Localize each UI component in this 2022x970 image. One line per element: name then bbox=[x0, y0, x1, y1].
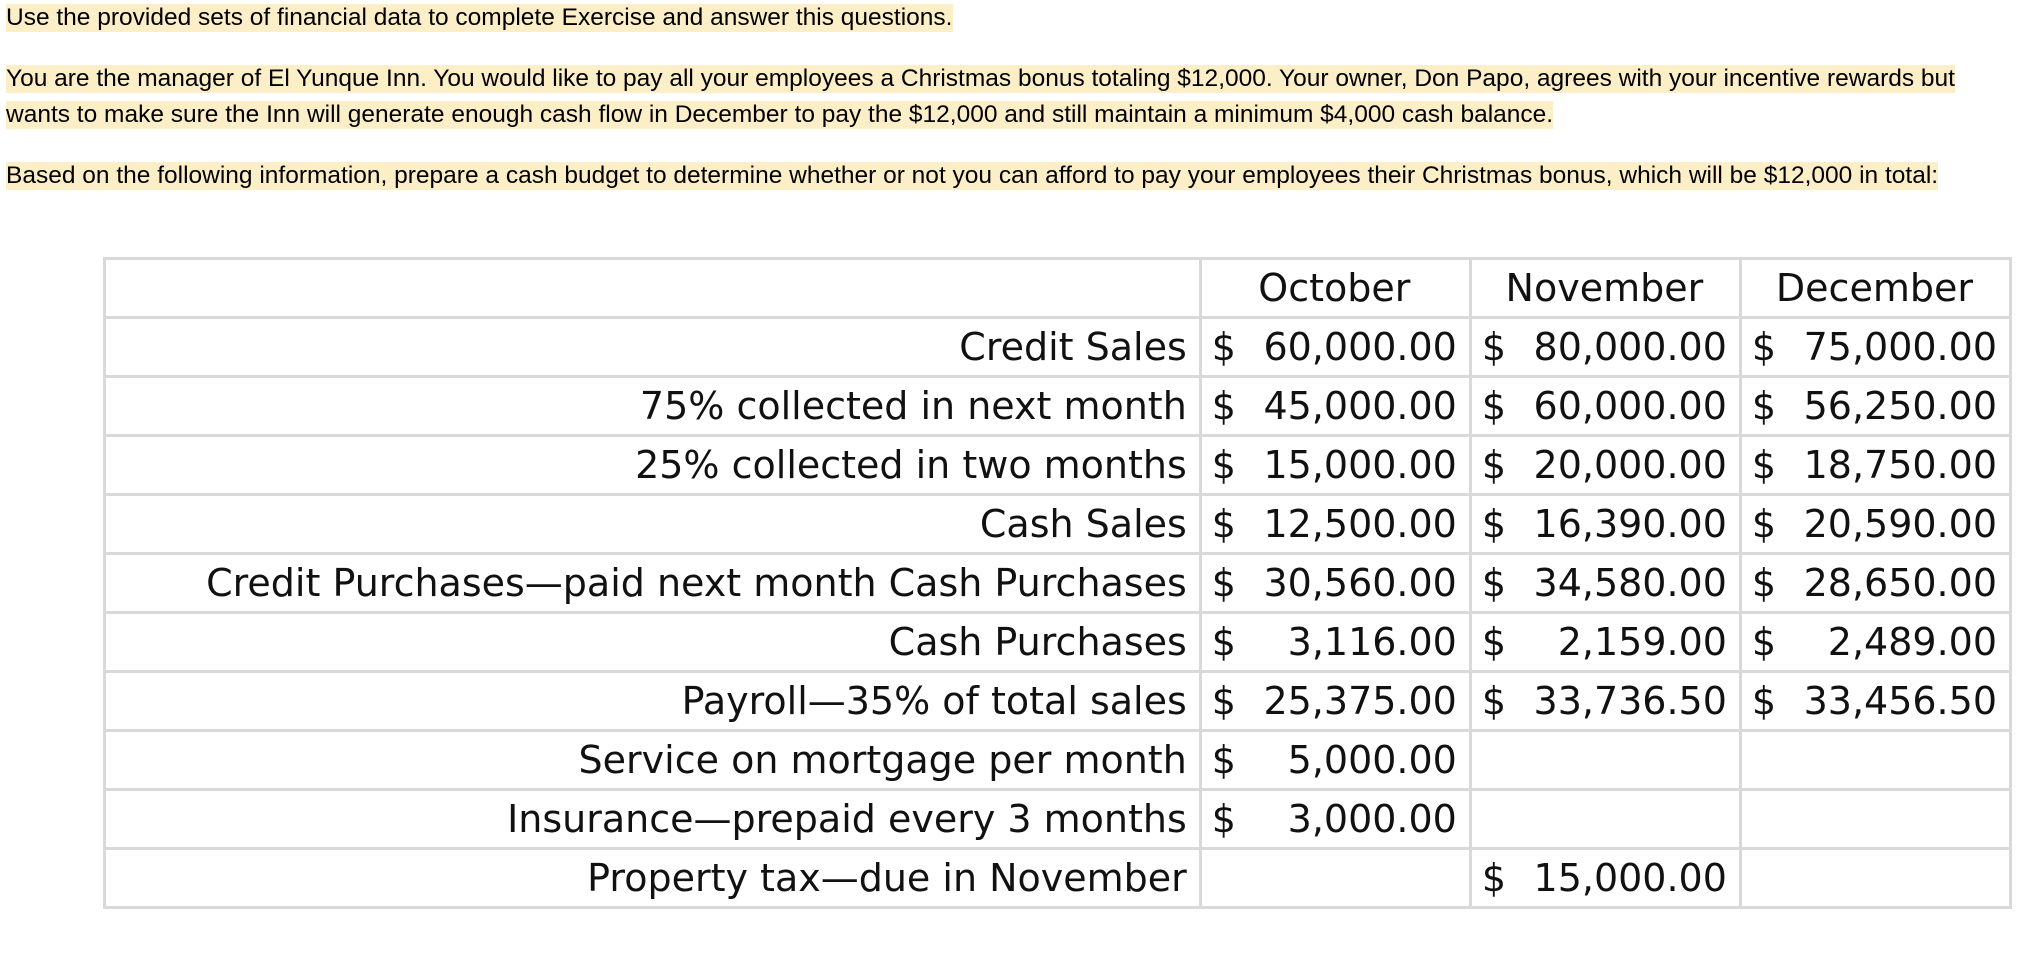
row-label: Credit Purchases—paid next month Cash Purchases bbox=[105, 554, 1201, 613]
table-row bbox=[105, 495, 2011, 554]
row-label: Payroll—35% of total sales bbox=[105, 672, 1201, 731]
instruction-line bbox=[6, 0, 2016, 36]
table-row bbox=[105, 849, 2011, 908]
amount: 20,000.00 bbox=[1533, 443, 1727, 487]
amount: 12,500.00 bbox=[1263, 502, 1457, 546]
amount: 60,000.00 bbox=[1263, 325, 1457, 369]
row-label: 75% collected in next month bbox=[105, 377, 1201, 436]
amount: 16,390.00 bbox=[1533, 502, 1727, 546]
value-cell-october bbox=[1200, 495, 1470, 554]
value-cell-december bbox=[1740, 554, 2010, 613]
table-row bbox=[105, 377, 2011, 436]
task-text: Based on the following information, prepare a cash budget to determine whether or not you can afford to pay your employees their Christmas bonus, which will be $12,000 in total: bbox=[6, 162, 1939, 189]
amount: 34,580.00 bbox=[1533, 561, 1727, 605]
currency-symbol: $ bbox=[1481, 443, 1507, 487]
currency-symbol: $ bbox=[1481, 679, 1507, 723]
scenario-paragraph bbox=[6, 61, 2006, 133]
value-cell-november bbox=[1470, 554, 1740, 613]
header-blank-cell bbox=[105, 259, 1201, 318]
financial-data-table bbox=[103, 257, 2012, 909]
currency-symbol: $ bbox=[1481, 561, 1507, 605]
value-cell-december bbox=[1740, 672, 2010, 731]
value-cell-october bbox=[1200, 436, 1470, 495]
value-cell-november bbox=[1470, 495, 1740, 554]
amount: 75,000.00 bbox=[1803, 325, 1997, 369]
amount: 80,000.00 bbox=[1533, 325, 1727, 369]
value-cell-october bbox=[1200, 731, 1470, 790]
table-row bbox=[105, 318, 2011, 377]
value-cell-november bbox=[1470, 731, 1740, 790]
amount: 15,000.00 bbox=[1263, 443, 1457, 487]
amount: 33,736.50 bbox=[1533, 679, 1727, 723]
table-header-row bbox=[105, 259, 2011, 318]
value-cell-november bbox=[1470, 377, 1740, 436]
currency-symbol: $ bbox=[1481, 325, 1507, 369]
value-cell-december bbox=[1740, 436, 2010, 495]
currency-symbol: $ bbox=[1211, 443, 1236, 487]
currency-symbol: $ bbox=[1751, 561, 1777, 605]
amount: 18,750.00 bbox=[1803, 443, 1997, 487]
row-label: Cash Purchases bbox=[105, 613, 1201, 672]
amount: 25,375.00 bbox=[1263, 679, 1457, 723]
value-cell-october bbox=[1200, 672, 1470, 731]
currency-symbol: $ bbox=[1211, 502, 1236, 546]
currency-symbol: $ bbox=[1211, 738, 1236, 782]
value-cell-november bbox=[1470, 672, 1740, 731]
amount: 30,560.00 bbox=[1263, 561, 1457, 605]
value-cell-october bbox=[1200, 790, 1470, 849]
value-cell-october bbox=[1200, 554, 1470, 613]
row-label: Insurance—prepaid every 3 months bbox=[105, 790, 1201, 849]
instruction-text: Use the provided sets of financial data to complete Exercise and answer this questions. bbox=[6, 4, 953, 31]
table-row bbox=[105, 554, 2011, 613]
currency-symbol: $ bbox=[1211, 325, 1236, 369]
value-cell-december bbox=[1740, 318, 2010, 377]
currency-symbol: $ bbox=[1481, 502, 1507, 546]
value-cell-december bbox=[1740, 377, 2010, 436]
value-cell-december bbox=[1740, 731, 2010, 790]
currency-symbol: $ bbox=[1211, 797, 1236, 841]
row-label: Property tax—due in November bbox=[105, 849, 1201, 908]
column-header-november: November bbox=[1470, 259, 1740, 318]
column-header-december: December bbox=[1740, 259, 2010, 318]
value-cell-december bbox=[1740, 613, 2010, 672]
currency-symbol: $ bbox=[1211, 384, 1236, 428]
currency-symbol: $ bbox=[1211, 561, 1236, 605]
row-label: 25% collected in two months bbox=[105, 436, 1201, 495]
value-cell-november bbox=[1470, 613, 1740, 672]
value-cell-november bbox=[1470, 790, 1740, 849]
value-cell-december bbox=[1740, 790, 2010, 849]
value-cell-october bbox=[1200, 613, 1470, 672]
row-label: Service on mortgage per month bbox=[105, 731, 1201, 790]
currency-symbol: $ bbox=[1751, 384, 1777, 428]
amount: 28,650.00 bbox=[1803, 561, 1997, 605]
currency-symbol: $ bbox=[1481, 620, 1507, 664]
amount: 15,000.00 bbox=[1533, 856, 1727, 900]
table-row bbox=[105, 436, 2011, 495]
value-cell-november bbox=[1470, 318, 1740, 377]
scenario-text: You are the manager of El Yunque Inn. You would like to pay all your employees a Christmas bonus totaling $12,000. Your owner, Don Papo, agrees with your incentive rewards but wants to make sure the Inn will generate enough cash flow in December to pay the $12,000 and still maintain a minimum $4,000 cash balance. bbox=[6, 65, 1955, 128]
currency-symbol: $ bbox=[1481, 384, 1507, 428]
table-row bbox=[105, 731, 2011, 790]
value-cell-october bbox=[1200, 377, 1470, 436]
value-cell-october bbox=[1200, 849, 1470, 908]
currency-symbol: $ bbox=[1211, 620, 1236, 664]
value-cell-october bbox=[1200, 318, 1470, 377]
task-paragraph bbox=[6, 158, 2016, 194]
row-label: Cash Sales bbox=[105, 495, 1201, 554]
amount: 33,456.50 bbox=[1803, 679, 1997, 723]
amount: 3,116.00 bbox=[1287, 620, 1457, 664]
currency-symbol: $ bbox=[1211, 679, 1236, 723]
value-cell-december bbox=[1740, 495, 2010, 554]
amount: 2,159.00 bbox=[1557, 620, 1727, 664]
value-cell-november bbox=[1470, 849, 1740, 908]
table-row bbox=[105, 613, 2011, 672]
amount: 5,000.00 bbox=[1287, 738, 1457, 782]
amount: 2,489.00 bbox=[1827, 620, 1997, 664]
amount: 20,590.00 bbox=[1803, 502, 1997, 546]
amount: 60,000.00 bbox=[1533, 384, 1727, 428]
currency-symbol: $ bbox=[1481, 856, 1507, 900]
currency-symbol: $ bbox=[1751, 620, 1777, 664]
currency-symbol: $ bbox=[1751, 679, 1777, 723]
table-row bbox=[105, 790, 2011, 849]
currency-symbol: $ bbox=[1751, 325, 1777, 369]
value-cell-december bbox=[1740, 849, 2010, 908]
table-row bbox=[105, 672, 2011, 731]
row-label: Credit Sales bbox=[105, 318, 1201, 377]
column-header-october: October bbox=[1200, 259, 1470, 318]
amount: 45,000.00 bbox=[1263, 384, 1457, 428]
amount: 3,000.00 bbox=[1287, 797, 1457, 841]
currency-symbol: $ bbox=[1751, 502, 1777, 546]
amount: 56,250.00 bbox=[1803, 384, 1997, 428]
currency-symbol: $ bbox=[1751, 443, 1777, 487]
value-cell-november bbox=[1470, 436, 1740, 495]
